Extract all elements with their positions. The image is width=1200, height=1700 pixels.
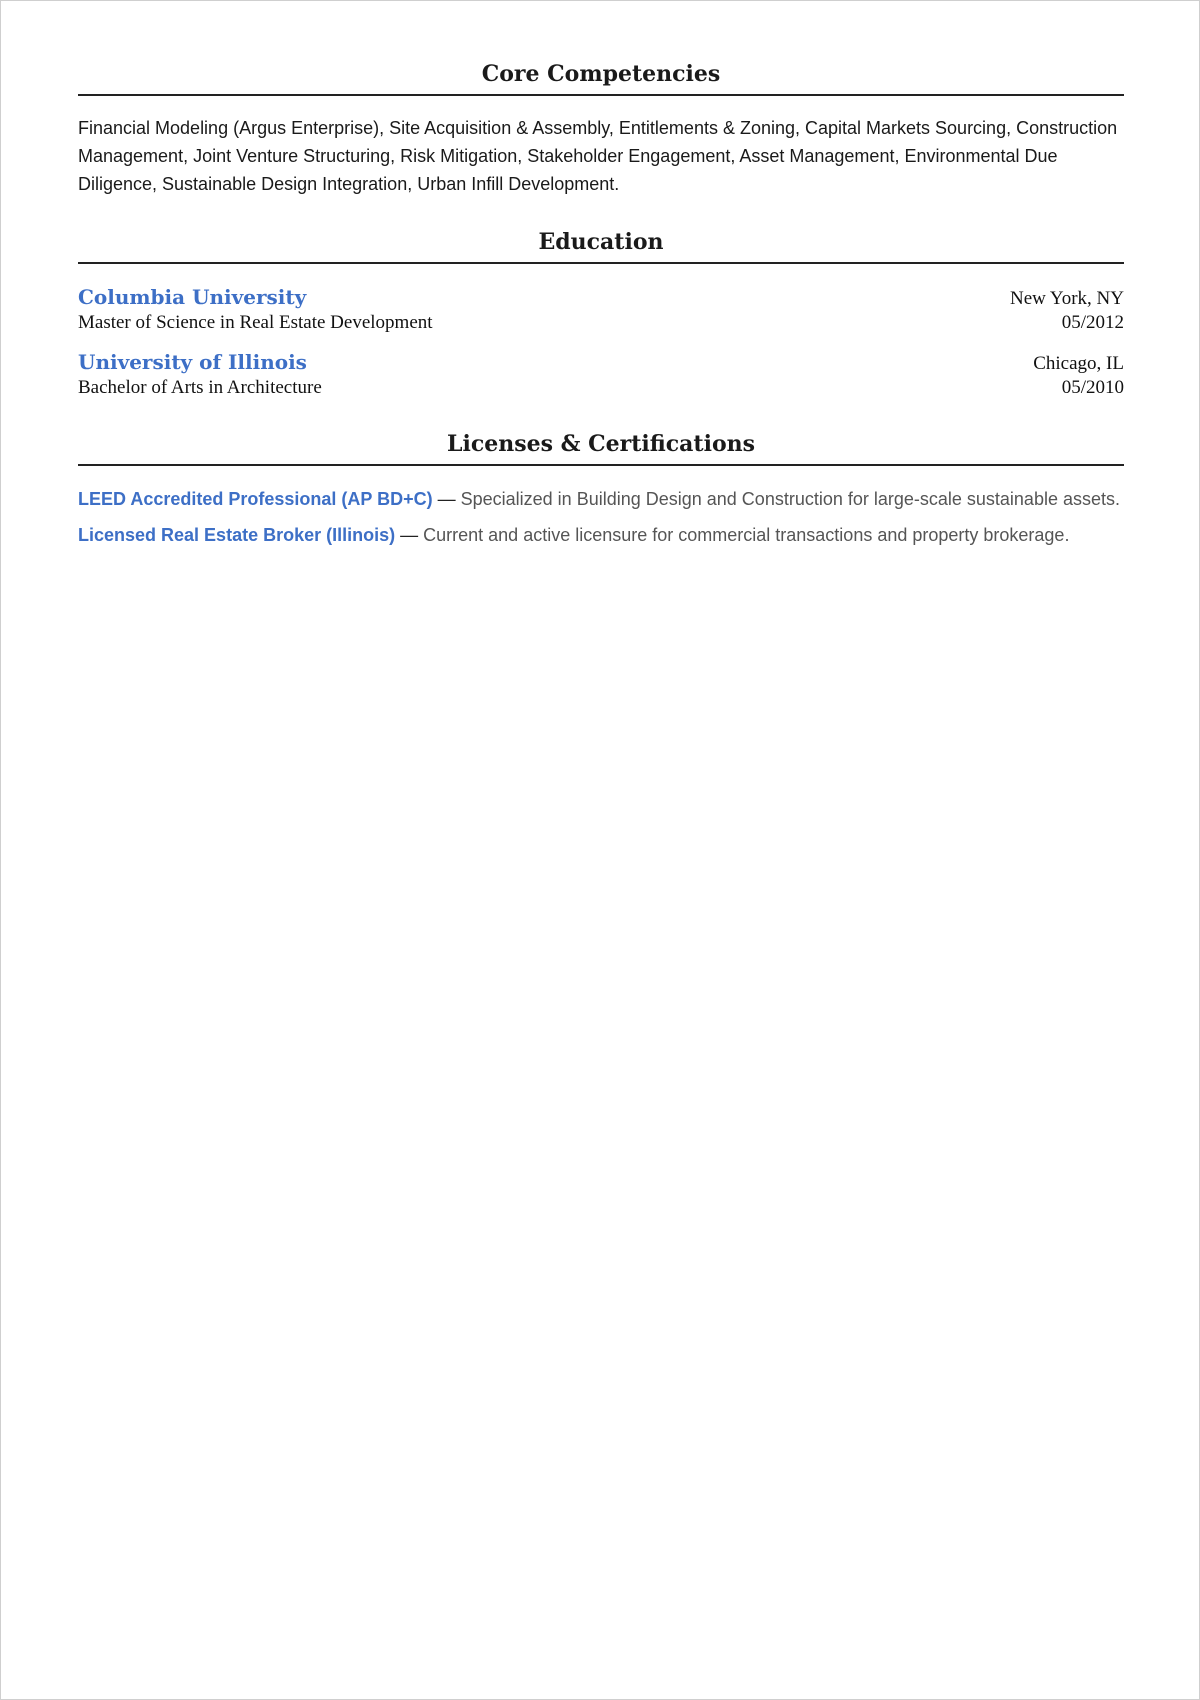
section-divider bbox=[78, 464, 1124, 466]
certification-name: Licensed Real Estate Broker (Illinois) bbox=[78, 525, 396, 545]
core-competencies-section bbox=[78, 1, 1124, 198]
core-competencies-heading: Core Competencies bbox=[481, 61, 721, 87]
education-heading: Education bbox=[538, 229, 664, 255]
education-entry-header bbox=[78, 284, 1124, 311]
graduation-date: 05/2010 bbox=[1061, 377, 1124, 398]
school-location: New York, NY bbox=[1009, 288, 1124, 309]
education-entry-detail bbox=[78, 311, 1124, 335]
certification-description: Specialized in Building Design and Construction for large-scale sustainable assets. bbox=[460, 489, 1120, 509]
certification-separator: — bbox=[437, 489, 456, 509]
education-entry-detail bbox=[78, 376, 1124, 400]
graduation-date: 05/2012 bbox=[1061, 312, 1124, 333]
core-competencies-text: Financial Modeling (Argus Enterprise), Site Acquisition & Assembly, Entitlements & Zoning, Capital Markets Sourcing, Construction Management, Joint Venture Structuring, Risk Mitigation, Stakeholder Engagement, Asset Management, Environmental Due Diligence, Sustainable Design Integration, Urban Infill Development. bbox=[78, 118, 1118, 194]
education-entry bbox=[78, 284, 1124, 335]
education-section bbox=[78, 228, 1124, 400]
school-name: Columbia University bbox=[78, 285, 307, 309]
certification-item bbox=[78, 486, 1124, 512]
section-divider bbox=[78, 262, 1124, 264]
certification-description: Current and active licensure for commercial transactions and property brokerage. bbox=[423, 525, 1070, 545]
section-divider bbox=[78, 94, 1124, 96]
certification-name: LEED Accredited Professional (AP BD+C) bbox=[78, 489, 433, 509]
certifications-section bbox=[78, 430, 1124, 548]
certification-separator: — bbox=[400, 525, 419, 545]
certification-item bbox=[78, 522, 1124, 548]
degree: Bachelor of Arts in Architecture bbox=[78, 377, 322, 398]
resume-content bbox=[78, 1, 1124, 548]
education-entry-header bbox=[78, 349, 1124, 376]
certifications-heading: Licenses & Certifications bbox=[447, 431, 755, 457]
school-name: University of Illinois bbox=[78, 350, 307, 374]
school-location: Chicago, IL bbox=[1033, 353, 1124, 374]
degree: Master of Science in Real Estate Development bbox=[78, 312, 433, 333]
education-entry bbox=[78, 349, 1124, 400]
